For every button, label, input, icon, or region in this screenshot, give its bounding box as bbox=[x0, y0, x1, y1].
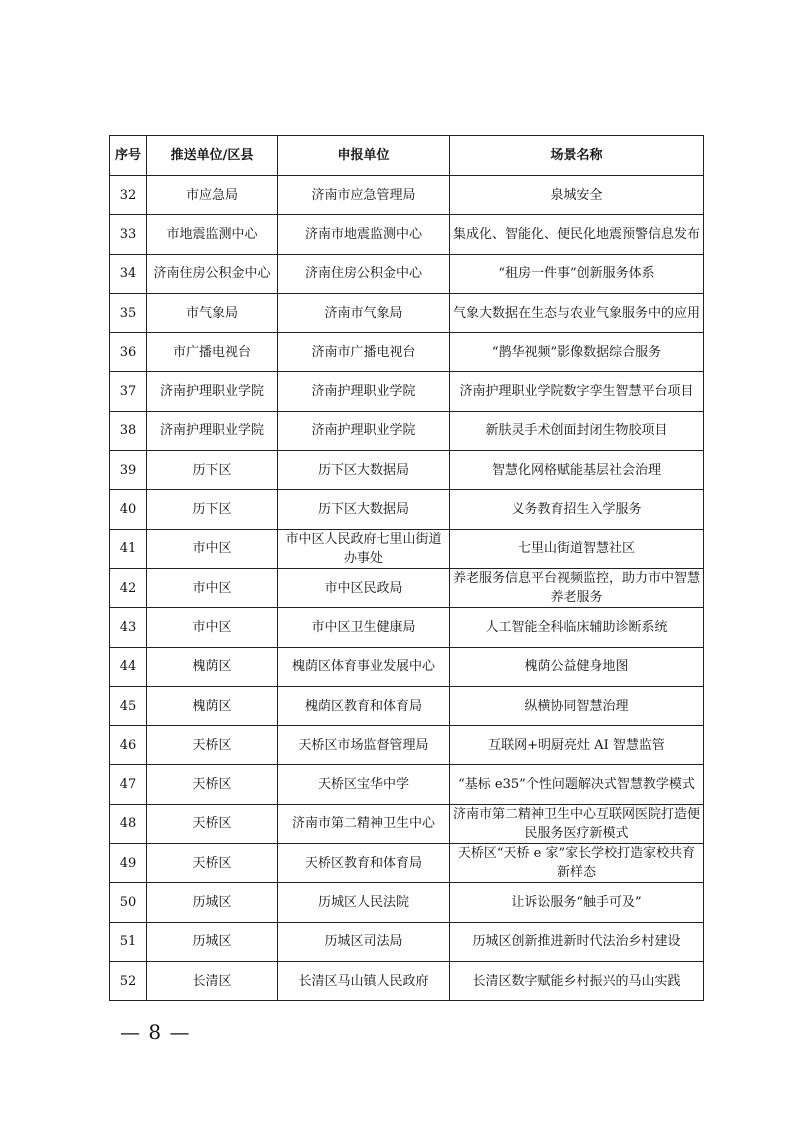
table-cell: 纵横协同智慧治理 bbox=[450, 686, 704, 725]
scenario-table bbox=[109, 135, 704, 1001]
header-cell: 申报单位 bbox=[278, 136, 450, 176]
table-cell: 槐荫区教育和体育局 bbox=[278, 686, 450, 725]
table-cell: 历下区 bbox=[147, 451, 278, 490]
table-cell: 市中区卫生健康局 bbox=[278, 608, 450, 647]
table-cell: “鹊华视频”影像数据综合服务 bbox=[450, 333, 704, 372]
table-row bbox=[110, 922, 704, 961]
table-cell: 天桥区教育和体育局 bbox=[278, 844, 450, 883]
table-cell: 义务教育招生入学服务 bbox=[450, 490, 704, 529]
table-cell: 历城区 bbox=[147, 922, 278, 961]
table-cell: 市应急局 bbox=[147, 176, 278, 215]
table-cell: 互联网+明厨亮灶 AI 智慧监管 bbox=[450, 726, 704, 765]
table-cell: 济南市广播电视台 bbox=[278, 333, 450, 372]
table-cell: 历城区创新推进新时代法治乡村建设 bbox=[450, 922, 704, 961]
table-cell: 35 bbox=[110, 293, 147, 332]
table-cell: “租房一件事”创新服务体系 bbox=[450, 254, 704, 293]
table-cell: 养老服务信息平台视频监控，助力市中智慧养老服务 bbox=[450, 568, 704, 607]
table-cell: 42 bbox=[110, 568, 147, 607]
header-cell: 场景名称 bbox=[450, 136, 704, 176]
header-cell: 序号 bbox=[110, 136, 147, 176]
table-cell: 济南护理职业学院 bbox=[278, 411, 450, 450]
table-row bbox=[110, 765, 704, 804]
table-cell: 历城区司法局 bbox=[278, 922, 450, 961]
table-cell: 济南护理职业学院数字孪生智慧平台项目 bbox=[450, 372, 704, 411]
table-cell: 济南市应急管理局 bbox=[278, 176, 450, 215]
table-row bbox=[110, 293, 704, 332]
table-row bbox=[110, 726, 704, 765]
table-cell: 51 bbox=[110, 922, 147, 961]
table-cell: 长清区 bbox=[147, 961, 278, 1000]
table-cell: 集成化、智能化、便民化地震预警信息发布 bbox=[450, 215, 704, 254]
table-cell: 历下区大数据局 bbox=[278, 490, 450, 529]
header-cell: 推送单位/区县 bbox=[147, 136, 278, 176]
table-cell: 新肤灵手术创面封闭生物胶项目 bbox=[450, 411, 704, 450]
table-cell: 37 bbox=[110, 372, 147, 411]
table-row bbox=[110, 254, 704, 293]
table-row bbox=[110, 686, 704, 725]
table-cell: 41 bbox=[110, 529, 147, 568]
header-row bbox=[110, 136, 704, 176]
table-row bbox=[110, 372, 704, 411]
table-cell: 39 bbox=[110, 451, 147, 490]
table-cell: 40 bbox=[110, 490, 147, 529]
table-cell: 槐荫区 bbox=[147, 686, 278, 725]
table-cell: 47 bbox=[110, 765, 147, 804]
page-number: — 8 — bbox=[120, 1020, 191, 1044]
table-cell: 济南市第二精神卫生中心 bbox=[278, 804, 450, 843]
table-cell: 济南市气象局 bbox=[278, 293, 450, 332]
table-cell: 36 bbox=[110, 333, 147, 372]
table-cell: 济南护理职业学院 bbox=[278, 372, 450, 411]
table-cell: 济南护理职业学院 bbox=[147, 411, 278, 450]
table-cell: 智慧化网格赋能基层社会治理 bbox=[450, 451, 704, 490]
table-row bbox=[110, 451, 704, 490]
table-row bbox=[110, 568, 704, 607]
table-row bbox=[110, 333, 704, 372]
table-cell: 市中区民政局 bbox=[278, 568, 450, 607]
table-cell: 市中区 bbox=[147, 568, 278, 607]
table-cell: 市中区 bbox=[147, 608, 278, 647]
table-cell: 天桥区宝华中学 bbox=[278, 765, 450, 804]
table-cell: 市广播电视台 bbox=[147, 333, 278, 372]
table-cell: 槐荫区 bbox=[147, 647, 278, 686]
table-cell: 50 bbox=[110, 883, 147, 922]
table-cell: 长清区马山镇人民政府 bbox=[278, 961, 450, 1000]
table-cell: 长清区数字赋能乡村振兴的马山实践 bbox=[450, 961, 704, 1000]
table-cell: 市中区人民政府七里山街道办事处 bbox=[278, 529, 450, 568]
table-cell: 49 bbox=[110, 844, 147, 883]
table-cell: 槐荫区体育事业发展中心 bbox=[278, 647, 450, 686]
table-cell: 52 bbox=[110, 961, 147, 1000]
table-cell: 市气象局 bbox=[147, 293, 278, 332]
table-row bbox=[110, 844, 704, 883]
table-cell: 44 bbox=[110, 647, 147, 686]
table-cell: 济南市地震监测中心 bbox=[278, 215, 450, 254]
table-row bbox=[110, 176, 704, 215]
table-cell: 38 bbox=[110, 411, 147, 450]
table-cell: 历城区人民法院 bbox=[278, 883, 450, 922]
table-row bbox=[110, 215, 704, 254]
table-cell: 43 bbox=[110, 608, 147, 647]
table-cell: 天桥区 bbox=[147, 726, 278, 765]
table-cell: 历下区大数据局 bbox=[278, 451, 450, 490]
table-cell: 七里山街道智慧社区 bbox=[450, 529, 704, 568]
table-cell: 34 bbox=[110, 254, 147, 293]
table-cell: 市中区 bbox=[147, 529, 278, 568]
table-cell: 历下区 bbox=[147, 490, 278, 529]
table-cell: 天桥区“天桥 e 家”家长学校打造家校共育新样态 bbox=[450, 844, 704, 883]
table-cell: 天桥区市场监督管理局 bbox=[278, 726, 450, 765]
table-cell: 天桥区 bbox=[147, 765, 278, 804]
table-cell: 泉城安全 bbox=[450, 176, 704, 215]
table-cell: 历城区 bbox=[147, 883, 278, 922]
table-row bbox=[110, 490, 704, 529]
table-row bbox=[110, 608, 704, 647]
table-row bbox=[110, 804, 704, 843]
table-cell: “基标 e35”个性问题解决式智慧教学模式 bbox=[450, 765, 704, 804]
table-cell: 48 bbox=[110, 804, 147, 843]
table-cell: 让诉讼服务“触手可及” bbox=[450, 883, 704, 922]
table-cell: 槐荫公益健身地图 bbox=[450, 647, 704, 686]
table-cell: 人工智能全科临床辅助诊断系统 bbox=[450, 608, 704, 647]
table-row bbox=[110, 961, 704, 1000]
table-cell: 46 bbox=[110, 726, 147, 765]
table-cell: 市地震监测中心 bbox=[147, 215, 278, 254]
table-cell: 济南市第二精神卫生中心互联网医院打造便民服务医疗新模式 bbox=[450, 804, 704, 843]
table-row bbox=[110, 411, 704, 450]
table-row bbox=[110, 529, 704, 568]
table-cell: 济南住房公积金中心 bbox=[278, 254, 450, 293]
table-cell: 济南住房公积金中心 bbox=[147, 254, 278, 293]
table-cell: 济南护理职业学院 bbox=[147, 372, 278, 411]
table-cell: 天桥区 bbox=[147, 804, 278, 843]
table-cell: 45 bbox=[110, 686, 147, 725]
table-cell: 32 bbox=[110, 176, 147, 215]
table-row bbox=[110, 647, 704, 686]
table-cell: 天桥区 bbox=[147, 844, 278, 883]
table-cell: 33 bbox=[110, 215, 147, 254]
table-row bbox=[110, 883, 704, 922]
table-cell: 气象大数据在生态与农业气象服务中的应用 bbox=[450, 293, 704, 332]
